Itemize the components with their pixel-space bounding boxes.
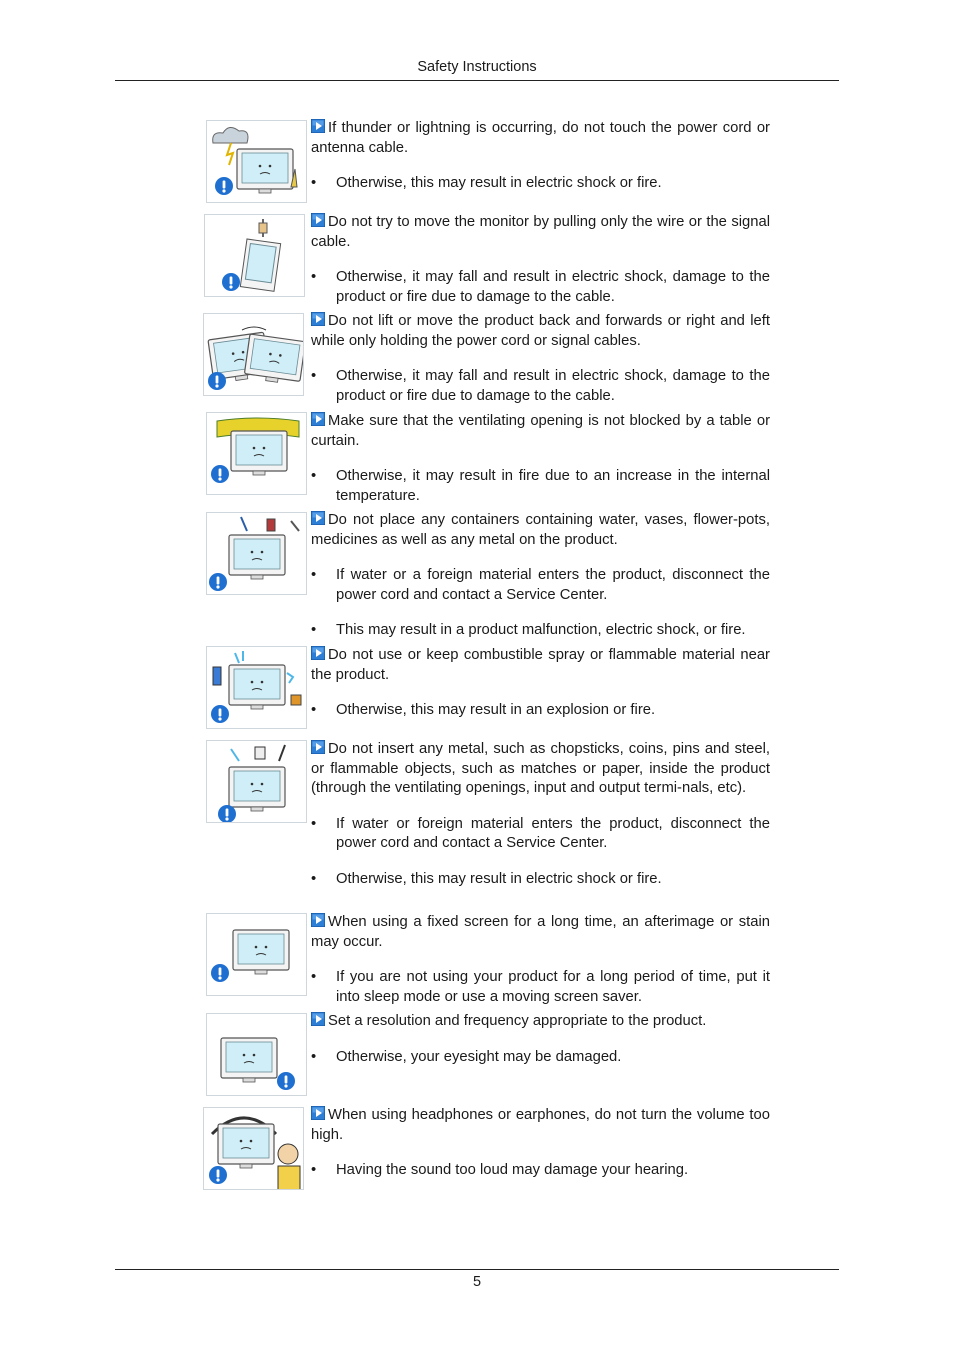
shake-monitor-illustration xyxy=(203,313,304,396)
headphones-illustration xyxy=(203,1107,304,1190)
footer-divider xyxy=(115,1269,839,1270)
blue-play-arrow-icon xyxy=(311,646,325,660)
bullet-item: • Otherwise, it may fall and result in electric shock, damage to the product or fire due to damage to the cable. xyxy=(311,268,770,307)
entry-lead-text: Do not try to move the monitor by pulling only the wire or the signal cable. xyxy=(311,214,770,250)
entry-lead-text: Make sure that the ventilating opening is not blocked by a table or curtain. xyxy=(311,413,770,449)
bullet-item: • Otherwise, this may result in an explosion or fire. xyxy=(311,701,770,721)
entry-lead-text: Do not place any containers containing water, vases, flower-pots, medicines as well as any metal on the product. xyxy=(311,512,770,548)
page-number: 5 xyxy=(472,1274,482,1290)
entry-lead-text: When using headphones or earphones, do not turn the volume too high. xyxy=(311,1107,770,1143)
blue-play-arrow-icon xyxy=(311,119,325,133)
bullet-item: • Otherwise, it may result in fire due to an increase in the internal temperature. xyxy=(311,467,770,506)
combustible-spray-illustration xyxy=(206,646,307,729)
ventilation-curtain-illustration xyxy=(206,412,307,495)
blue-play-arrow-icon xyxy=(311,1106,325,1120)
entry-lead-text: If thunder or lightning is occurring, do not touch the power cord or antenna cable. xyxy=(311,120,770,156)
resolution-illustration xyxy=(206,1013,307,1096)
bullet-item: • Otherwise, this may result in electric shock or fire. xyxy=(311,174,770,194)
blue-play-arrow-icon xyxy=(311,412,325,426)
blue-play-arrow-icon xyxy=(311,1012,325,1026)
containers-on-monitor-illustration xyxy=(206,512,307,595)
header-divider xyxy=(115,80,839,81)
thunder-illustration xyxy=(206,120,307,203)
bullet-item: • This may result in a product malfunction, electric shock, or fire. xyxy=(311,621,770,641)
bullet-item: • If water or a foreign material enters the product, disconnect the power cord and contact a Service Center. xyxy=(311,566,770,605)
blue-play-arrow-icon xyxy=(311,913,325,927)
entry-lead-text: Do not lift or move the product back and forwards or right and left while only holding the power cord or signal cables. xyxy=(311,313,770,349)
entry-lead-text: When using a fixed screen for a long time, an afterimage or stain may occur. xyxy=(311,914,770,950)
bullet-item: • Otherwise, your eyesight may be damaged. xyxy=(311,1048,770,1068)
blue-play-arrow-icon xyxy=(311,213,325,227)
entry-lead-text: Set a resolution and frequency appropriate to the product. xyxy=(328,1013,707,1029)
pull-cable-illustration xyxy=(204,214,305,297)
blue-play-arrow-icon xyxy=(311,312,325,326)
bullet-item: • Having the sound too loud may damage your hearing. xyxy=(311,1161,770,1181)
bullet-item: • Otherwise, this may result in electric shock or fire. xyxy=(311,870,770,890)
bullet-item: • If you are not using your product for a long period of time, put it into sleep mode or use a moving screen saver. xyxy=(311,968,770,1007)
entry-lead-text: Do not insert any metal, such as chopsticks, coins, pins and steel, or flammable objects, such as matches or paper, inside the product (through the ventilating openings, input and output termi-nals, etc). xyxy=(311,741,770,796)
bullet-item: • If water or foreign material enters the product, disconnect the power cord and contact a Service Center. xyxy=(311,815,770,854)
page-header-title: Safety Instructions xyxy=(417,59,537,75)
afterimage-illustration xyxy=(206,913,307,996)
bullet-item: • Otherwise, it may fall and result in electric shock, damage to the product or fire due to damage to the cable. xyxy=(311,367,770,406)
blue-play-arrow-icon xyxy=(311,511,325,525)
entry-lead-text: Do not use or keep combustible spray or flammable material near the product. xyxy=(311,647,770,683)
insert-metal-illustration xyxy=(206,740,307,823)
blue-play-arrow-icon xyxy=(311,740,325,754)
